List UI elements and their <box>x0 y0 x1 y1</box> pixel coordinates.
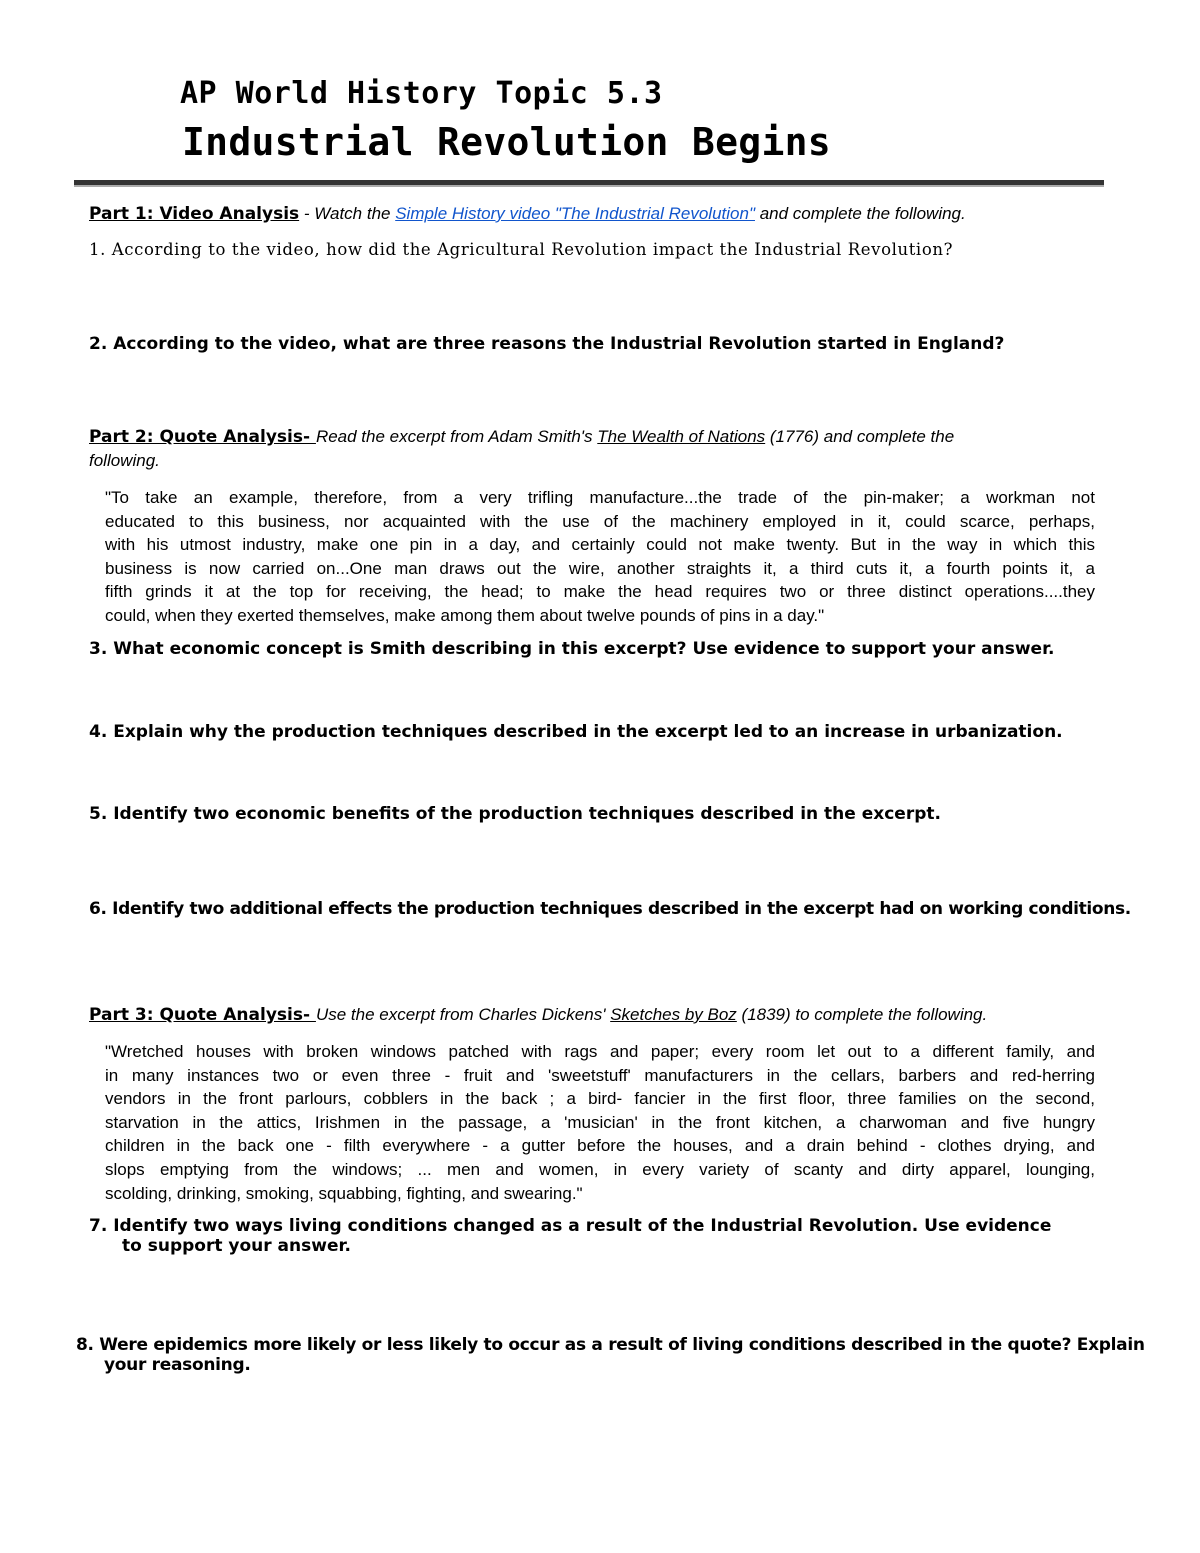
smith-excerpt <box>105 486 1095 628</box>
part2-instruction-before: Read the excerpt from Adam Smith's <box>315 427 598 446</box>
part1-heading: Part 1: Video Analysis <box>89 204 300 224</box>
dickens-excerpt-line: "Wretched houses with broken windows patched with rags and paper; every room let out to a different family, and <box>105 1042 1095 1061</box>
question-8-line: 8. Were epidemics more likely or less likely to occur as a result of living conditions described in the quote? Explain <box>76 1335 1145 1355</box>
part3-heading-line <box>89 1005 987 1025</box>
part2-heading: Part 2: Quote Analysis- <box>89 427 316 447</box>
question-6: 6. Identify two additional effects the production techniques described in the excerpt had on working conditions. <box>89 899 1131 919</box>
part3-instruction-after: (1839) to complete the following. <box>736 1005 988 1024</box>
part2-instruction-after: (1776) and complete the <box>765 427 955 446</box>
question-5: 5. Identify two economic benefits of the production techniques described in the excerpt. <box>89 804 941 824</box>
question-1: 1. According to the video, how did the Agricultural Revolution impact the Industrial Revolution? <box>89 240 954 259</box>
worksheet-main-title: Industrial Revolution Begins <box>182 120 831 164</box>
dickens-excerpt-line: in many instances two or even three - fruit and 'sweetstuff' manufacturers in the cellars, barbers and red-herring <box>105 1065 1095 1085</box>
question-7-line: 7. Identify two ways living conditions changed as a result of the Industrial Revolution. Use evidence <box>89 1216 1052 1236</box>
smith-excerpt-line: fifth grinds it at the top for receiving, the head; to make the head requires two or three distinct operations....they <box>105 582 1095 602</box>
smith-excerpt-line: could, when they exerted themselves, make among them about twelve pounds of pins in a day." <box>105 605 825 625</box>
question-8 <box>76 1335 1145 1375</box>
smith-excerpt-line: educated to this business, nor acquainted with the use of the machinery employed in it, could scarce, perhaps, <box>105 511 1095 531</box>
part1-instruction-before: - Watch the <box>299 204 396 223</box>
video-link[interactable]: Simple History video "The Industrial Revolution" <box>395 204 755 223</box>
question-3: 3. What economic concept is Smith describing in this excerpt? Use evidence to support your answer. <box>89 639 1055 659</box>
part2-heading-line <box>89 427 954 447</box>
smith-excerpt-line: "To take an example, therefore, from a very trifling manufacture...the trade of the pin-maker; a workman not <box>105 488 1095 507</box>
part3-heading: Part 3: Quote Analysis- <box>89 1005 316 1025</box>
dickens-excerpt-line: children in the back one - filth everywhere - a gutter before the houses, and a drain behind - clothes drying, and <box>105 1136 1095 1156</box>
part2-book-title: The Wealth of Nations <box>597 427 766 446</box>
question-7-line: to support your answer. <box>122 1236 351 1256</box>
question-7 <box>89 1216 1051 1256</box>
question-2: 2. According to the video, what are three reasons the Industrial Revolution started in England? <box>89 334 1005 354</box>
part3-book-title: Sketches by Boz <box>610 1005 737 1024</box>
dickens-excerpt-line: slops emptying from the windows; ... men and women, in every variety of scanty and dirty apparel, lounging, <box>105 1159 1095 1179</box>
smith-excerpt-line: with his utmost industry, make one pin in a day, and certainly could not make twenty. But in the way in which this <box>105 535 1095 555</box>
dickens-excerpt <box>105 1040 1095 1205</box>
dickens-excerpt-line: vendors in the front parlours, cobblers in the back ; a bird- fancier in the first floor, three families on the second, <box>105 1089 1095 1109</box>
smith-excerpt-line: business is now carried on...One man draws out the wire, another straights it, a third cuts it, a fourth points it, a <box>105 558 1095 578</box>
question-8-line: your reasoning. <box>104 1355 251 1375</box>
question-4: 4. Explain why the production techniques described in the excerpt led to an increase in urbanization. <box>89 722 1063 742</box>
dickens-excerpt-line: scolding, drinking, smoking, squabbing, fighting, and swearing." <box>105 1183 583 1203</box>
title-divider <box>74 180 1104 185</box>
part1-heading-line <box>89 204 966 224</box>
part3-instruction-before: Use the excerpt from Charles Dickens' <box>315 1005 611 1024</box>
part2-instruction-continued: following. <box>89 451 160 470</box>
worksheet-topic-title: AP World History Topic 5.3 <box>180 76 663 111</box>
dickens-excerpt-line: starvation in the attics, Irishmen in the passage, a 'musician' in the front kitchen, a charwoman and five hungry <box>105 1112 1095 1132</box>
part1-instruction-after: and complete the following. <box>754 204 966 223</box>
